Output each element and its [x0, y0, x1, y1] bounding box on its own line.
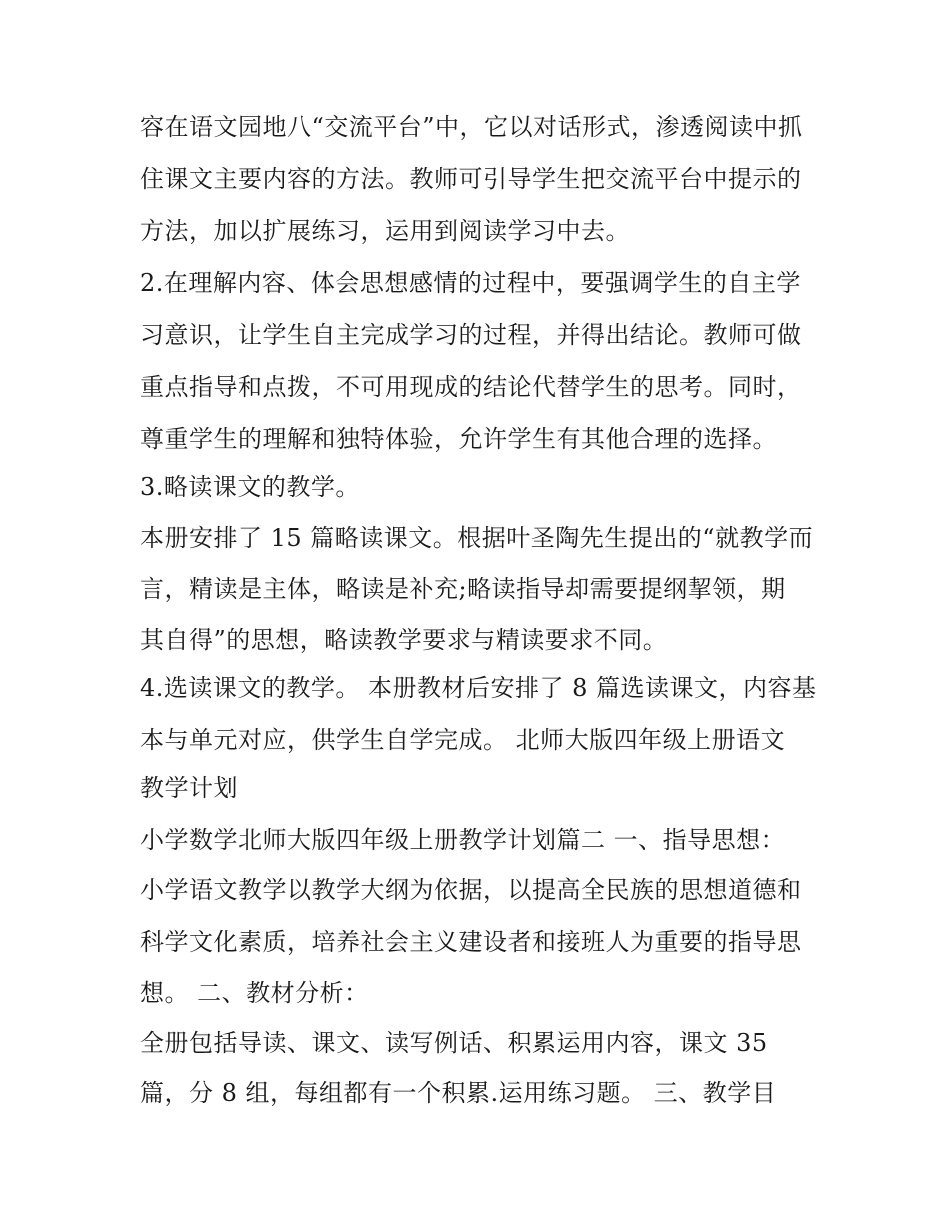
- text-line: 2.在理解内容、体会思想感情的过程中，要强调学生的自主学: [140, 269, 801, 297]
- text-line: 4.选读课文的教学。 本册教材后安排了 8 篇选读课文，内容基: [140, 674, 817, 702]
- text-line: 言，精读是主体，略读是补充;略读指导却需要提纲挈领，期: [140, 575, 786, 603]
- text-line: 想。 二、教材分析：: [140, 979, 369, 1007]
- text-line: 小学语文教学以教学大纲为依据，以提高全民族的思想道德和: [140, 876, 802, 904]
- text-line: 本册安排了 15 篇略读课文。根据叶圣陶先生提出的“就教学而: [140, 524, 814, 552]
- text-line: 篇，分 8 组，每组都有一个积累.运用练习题。 三、教学目: [140, 1079, 777, 1107]
- text-line: 科学文化素质，培养社会主义建设者和接班人为重要的指导思: [140, 928, 802, 956]
- section-heading: 3.略读课文的教学。: [140, 473, 360, 501]
- text-line: 尊重学生的理解和独特体验，允许学生有其他合理的选择。: [140, 425, 777, 453]
- text-line: 住课文主要内容的方法。教师可引导学生把交流平台中提示的: [140, 165, 802, 193]
- text-line: 容在语文园地八“交流平台”中，它以对话形式，渗透阅读中抓: [140, 113, 803, 141]
- text-line: 小学数学北师大版四年级上册教学计划篇二 一、指导思想：: [140, 826, 786, 854]
- text-line: 重点指导和点拨，不可用现成的结论代替学生的思考。同时，: [140, 373, 802, 401]
- text-line: 其自得”的思想，略读教学要求与精读要求不同。: [140, 626, 668, 654]
- text-line: 教学计划: [140, 774, 238, 802]
- text-line: 方法，加以扩展练习，运用到阅读学习中去。: [140, 217, 630, 245]
- text-line: 习意识，让学生自主完成学习的过程，并得出结论。教师可做: [140, 321, 802, 349]
- text-line: 全册包括导读、课文、读写例话、积累运用内容，课文 35: [140, 1029, 768, 1057]
- text-line: 本与单元对应，供学生自学完成。 北师大版四年级上册语文: [140, 726, 786, 754]
